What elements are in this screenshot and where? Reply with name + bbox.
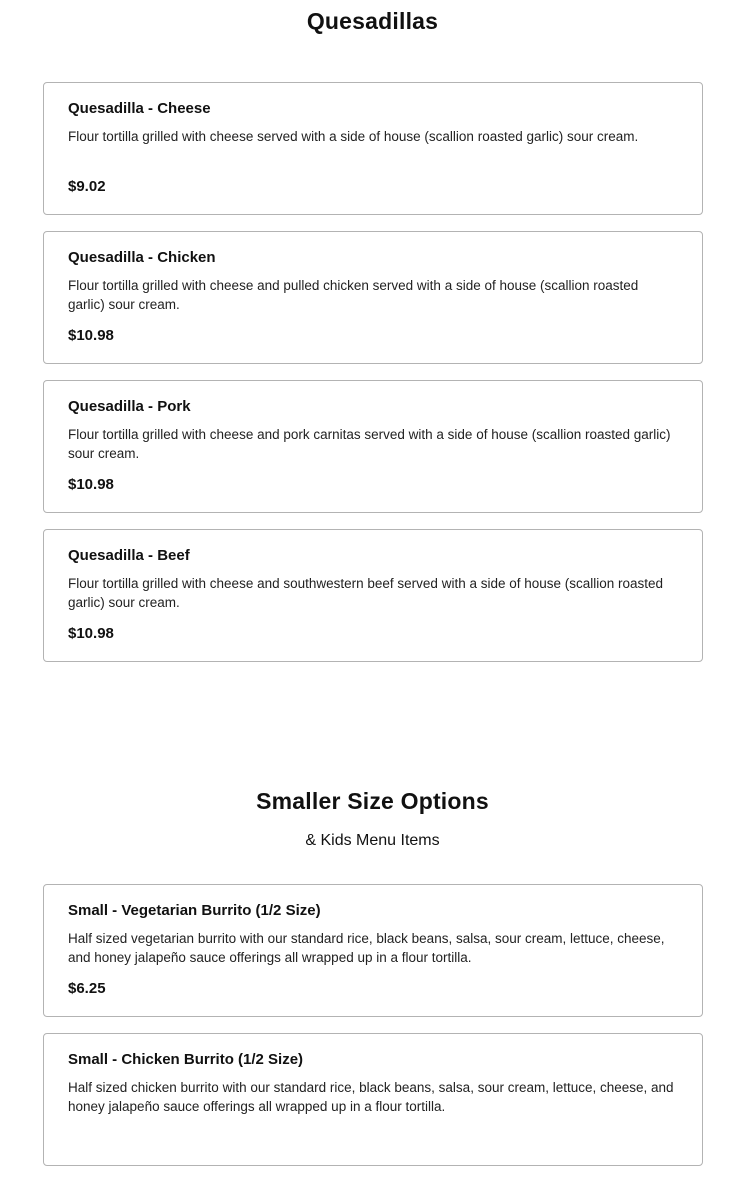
- menu-item-card[interactable]: [43, 1033, 703, 1166]
- menu-item-description: Flour tortilla grilled with cheese served with a side of house (scallion roasted garlic) sour cream.: [68, 129, 639, 144]
- menu-item-name: Small - Chicken Burrito (1/2 Size): [68, 1051, 304, 1068]
- menu-item-card[interactable]: [43, 380, 703, 513]
- menu-item-card[interactable]: [43, 82, 703, 215]
- menu-item-card[interactable]: [43, 231, 703, 364]
- menu-item-price: $10.98: [68, 476, 114, 493]
- menu-item-name: Small - Vegetarian Burrito (1/2 Size): [68, 902, 321, 919]
- menu-item-list-quesadillas: [43, 82, 703, 678]
- menu-item-description: Half sized vegetarian burrito with our standard rice, black beans, salsa, sour cream, lettuce, cheese, and honey jalapeño sauce offerings all wrapped up in a flour tortilla.: [68, 931, 665, 965]
- menu-item-card[interactable]: [43, 529, 703, 662]
- menu-item-name: Quesadilla - Chicken: [68, 249, 216, 266]
- menu-item-description: Half sized chicken burrito with our standard rice, black beans, salsa, sour cream, lettuce, cheese, and honey jalapeño sauce offerings all wrapped up in a flour tortilla.: [68, 1080, 674, 1114]
- menu-item-description: Flour tortilla grilled with cheese and southwestern beef served with a side of house (scallion roasted garlic) sour cream.: [68, 576, 664, 610]
- menu-item-name: Quesadilla - Beef: [68, 547, 190, 564]
- section-title-quesadillas: Quesadillas: [306, 8, 439, 34]
- menu-item-price: $9.02: [68, 178, 106, 195]
- section-title-smaller-size-options: Smaller Size Options: [256, 788, 489, 814]
- menu-item-name: Quesadilla - Cheese: [68, 100, 211, 117]
- menu-item-price: $10.98: [68, 327, 114, 344]
- section-subtitle-kids-menu: & Kids Menu Items: [305, 832, 440, 849]
- menu-item-price: $10.98: [68, 625, 114, 642]
- menu-item-description: Flour tortilla grilled with cheese and pulled chicken served with a side of house (scallion roasted garlic) sour cream.: [68, 278, 639, 312]
- menu-item-description: Flour tortilla grilled with cheese and pork carnitas served with a side of house (scallion roasted garlic) sour cream.: [68, 427, 671, 461]
- menu-item-name: Quesadilla - Pork: [68, 398, 191, 415]
- menu-item-price: $6.25: [68, 980, 106, 997]
- menu-item-list-smaller-size: [43, 884, 703, 1182]
- menu-item-card[interactable]: [43, 884, 703, 1017]
